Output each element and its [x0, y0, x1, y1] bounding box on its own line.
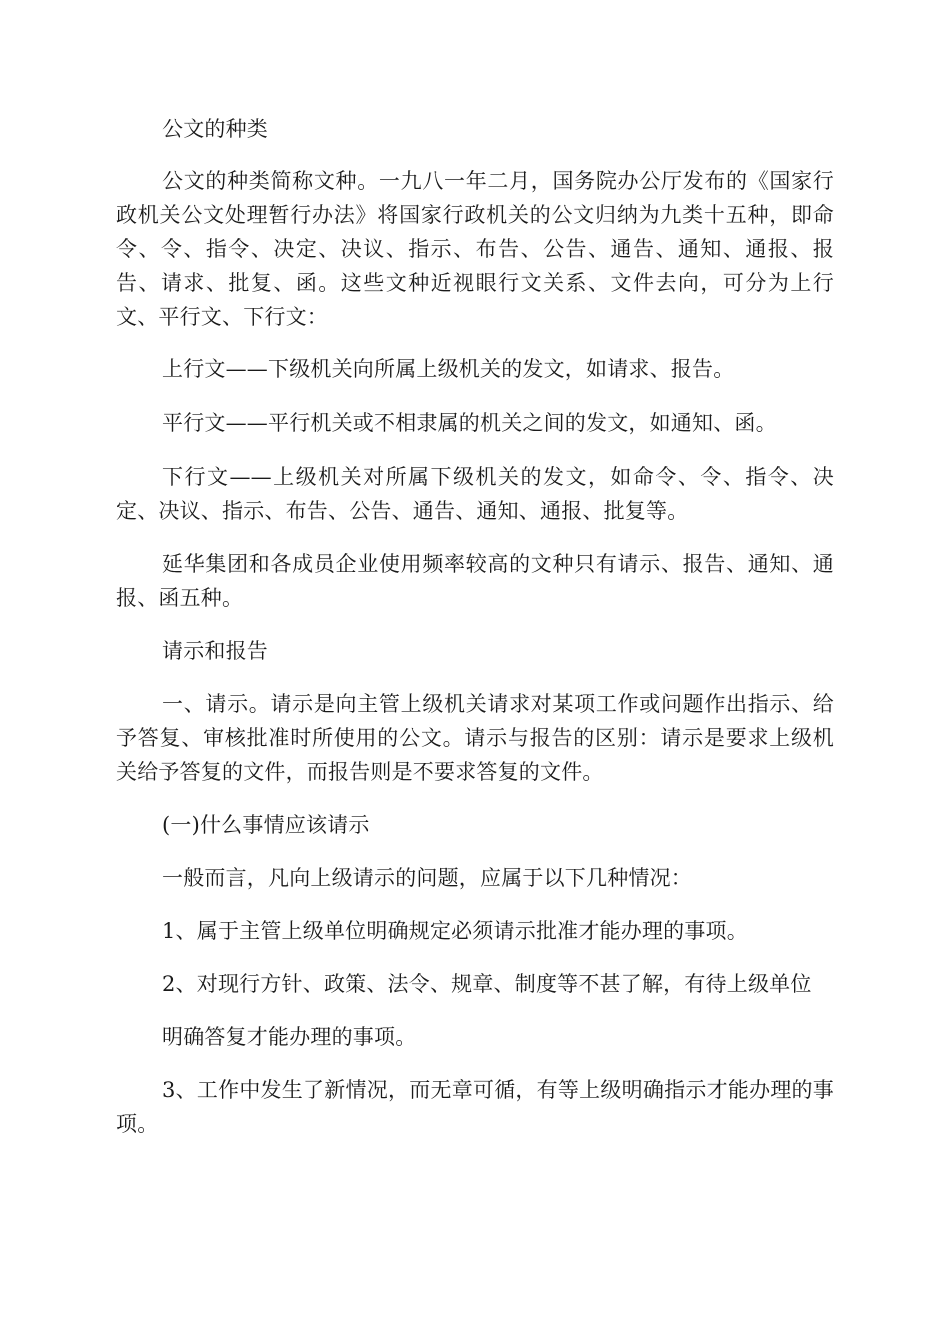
paragraph-downward-documents: 下行文——上级机关对所属下级机关的发文，如命令、令、指令、决定、决议、指示、布告、公告、通告、通知、通报、批复等。	[116, 465, 834, 523]
document-body	[116, 112, 834, 1141]
list-item-2: 2、对现行方针、政策、法令、规章、制度等不甚了解，有待上级单位	[162, 972, 812, 996]
paragraph-request-situations: 一般而言，凡向上级请示的问题，应属于以下几种情况：	[162, 866, 692, 890]
paragraph-parallel-documents: 平行文——平行机关或不相隶属的机关之间的发文，如通知、函。	[162, 411, 777, 435]
paragraph-request-definition: 一、请示。请示是向主管上级机关请求对某项工作或问题作出指示、给予答复、审核批准时所使用的公文。请示与报告的区别：请示是要求上级机关给予答复的文件，而报告则是不要求答复的文件。	[116, 692, 834, 784]
paragraph-frequent-document-types: 延华集团和各成员企业使用频率较高的文种只有请示、报告、通知、通报、函五种。	[116, 552, 834, 610]
list-item-1: 1、属于主管上级单位明确规定必须请示批准才能办理的事项。	[162, 919, 748, 943]
section-heading-document-types: 公文的种类	[162, 117, 268, 141]
section-heading-request-and-report: 请示和报告	[162, 639, 268, 663]
paragraph-document-types-intro: 公文的种类简称文种。一九八一年二月，国务院办公厅发布的《国家行政机关公文处理暂行办法》将国家行政机关的公文归纳为九类十五种，即命令、令、指令、决定、决议、指示、布告、公告、通告、通知、通报、报告、请求、批复、函。这些文种近视眼行文关系、文件去向，可分为上行文、平行文、下行文：	[116, 169, 834, 329]
list-item-2-continuation: 明确答复才能办理的事项。	[162, 1025, 417, 1049]
list-item-3: 3、工作中发生了新情况，而无章可循，有等上级明确指示才能办理的事项。	[116, 1078, 834, 1136]
paragraph-upward-documents: 上行文——下级机关向所属上级机关的发文，如请求、报告。	[162, 357, 735, 381]
subheading-when-to-request: (一)什么事情应该请示	[162, 813, 370, 837]
